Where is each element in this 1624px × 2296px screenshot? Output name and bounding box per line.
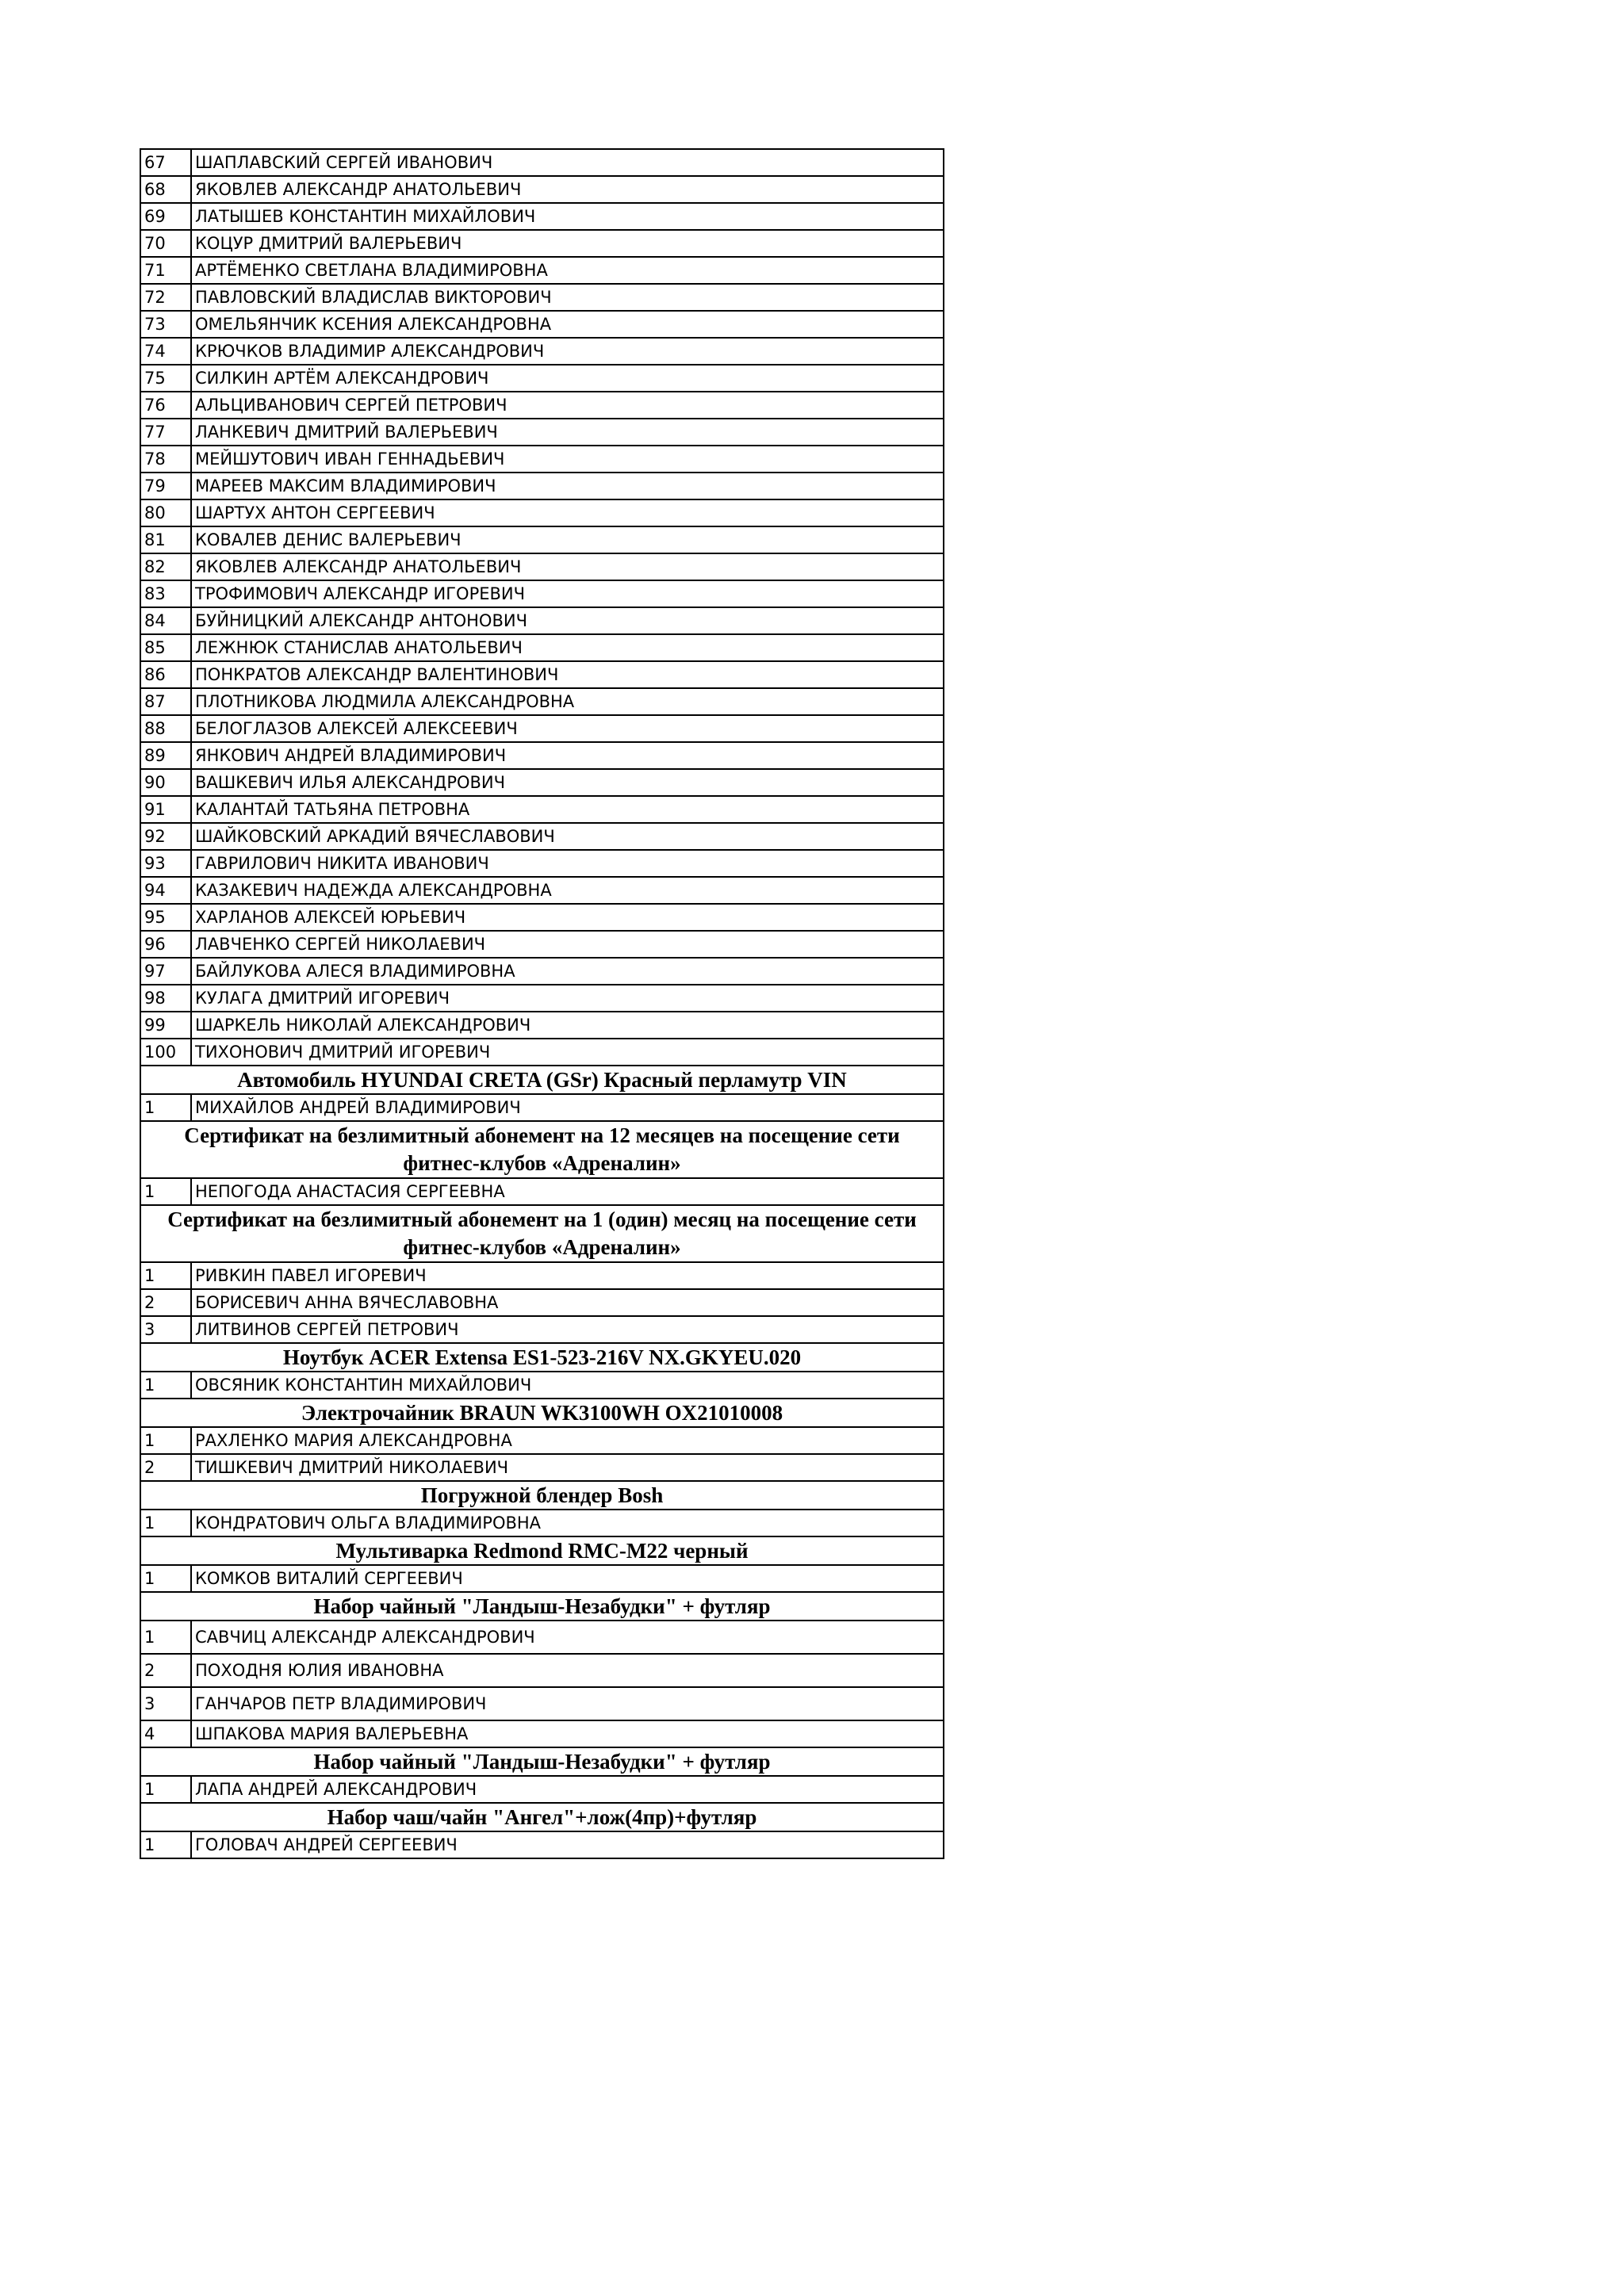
table-row: [140, 1316, 944, 1343]
prize-title: Набор чайный "Ландыш-Незабудки" + футляр: [140, 1592, 944, 1621]
table-row: [140, 985, 944, 1012]
row-number: 88: [140, 715, 191, 742]
row-number: 75: [140, 365, 191, 392]
table-row: [140, 1289, 944, 1316]
table-row: [140, 931, 944, 958]
table-row: [140, 769, 944, 796]
winner-name: КАЛАНТАЙ ТАТЬЯНА ПЕТРОВНА: [191, 796, 944, 823]
row-number: 70: [140, 230, 191, 257]
table-row: [140, 1510, 944, 1536]
row-number: 1: [140, 1178, 191, 1205]
table-row: [140, 473, 944, 499]
row-number: 3: [140, 1316, 191, 1343]
row-number: 73: [140, 311, 191, 338]
winner-name: ЛАВЧЕНКО СЕРГЕЙ НИКОЛАЕВИЧ: [191, 931, 944, 958]
winner-name: ХАРЛАНОВ АЛЕКСЕЙ ЮРЬЕВИЧ: [191, 904, 944, 931]
table-row: [140, 823, 944, 850]
winner-name: ШАПЛАВСКИЙ СЕРГЕЙ ИВАНОВИЧ: [191, 149, 944, 176]
table-row: [140, 1454, 944, 1481]
winner-name: РАХЛЕНКО МАРИЯ АЛЕКСАНДРОВНА: [191, 1427, 944, 1454]
winner-name: ЛЕЖНЮК СТАНИСЛАВ АНАТОЛЬЕВИЧ: [191, 634, 944, 661]
row-number: 86: [140, 661, 191, 688]
winner-name: КОВАЛЕВ ДЕНИС ВАЛЕРЬЕВИЧ: [191, 526, 944, 553]
row-number: 99: [140, 1012, 191, 1039]
row-number: 74: [140, 338, 191, 365]
prize-header-row: [140, 1747, 944, 1776]
prize-title: Мультиварка Redmond RMC-M22 черный: [140, 1536, 944, 1565]
table-row: [140, 904, 944, 931]
row-number: 2: [140, 1289, 191, 1316]
table-row: [140, 338, 944, 365]
row-number: 97: [140, 958, 191, 985]
table-row: [140, 1372, 944, 1399]
winner-name: АЛЬЦИВАНОВИЧ СЕРГЕЙ ПЕТРОВИЧ: [191, 392, 944, 419]
prize-header-row: [140, 1592, 944, 1621]
winner-name: НЕПОГОДА АНАСТАСИЯ СЕРГЕЕВНА: [191, 1178, 944, 1205]
winner-name: БЕЛОГЛАЗОВ АЛЕКСЕЙ АЛЕКСЕЕВИЧ: [191, 715, 944, 742]
winner-name: ШАРКЕЛЬ НИКОЛАЙ АЛЕКСАНДРОВИЧ: [191, 1012, 944, 1039]
winner-name: РИВКИН ПАВЕЛ ИГОРЕВИЧ: [191, 1262, 944, 1289]
table-row: [140, 1427, 944, 1454]
winner-name: КОМКОВ ВИТАЛИЙ СЕРГЕЕВИЧ: [191, 1565, 944, 1592]
table-row: [140, 715, 944, 742]
row-number: 1: [140, 1510, 191, 1536]
table-row: [140, 850, 944, 877]
table-row: [140, 1720, 944, 1747]
winner-name: МАРЕЕВ МАКСИМ ВЛАДИМИРОВИЧ: [191, 473, 944, 499]
winner-name: ЯНКОВИЧ АНДРЕЙ ВЛАДИМИРОВИЧ: [191, 742, 944, 769]
winner-name: ШАЙКОВСКИЙ АРКАДИЙ ВЯЧЕСЛАВОВИЧ: [191, 823, 944, 850]
prize-header-row: [140, 1066, 944, 1094]
winner-name: ТИШКЕВИЧ ДМИТРИЙ НИКОЛАЕВИЧ: [191, 1454, 944, 1481]
winner-name: БАЙЛУКОВА АЛЕСЯ ВЛАДИМИРОВНА: [191, 958, 944, 985]
table-row: [140, 1178, 944, 1205]
row-number: 91: [140, 796, 191, 823]
winner-name: ВАШКЕВИЧ ИЛЬЯ АЛЕКСАНДРОВИЧ: [191, 769, 944, 796]
row-number: 93: [140, 850, 191, 877]
table-row: [140, 1012, 944, 1039]
row-number: 82: [140, 553, 191, 580]
winner-name: КУЛАГА ДМИТРИЙ ИГОРЕВИЧ: [191, 985, 944, 1012]
prize-header-row: [140, 1121, 944, 1178]
row-number: 78: [140, 446, 191, 473]
winner-name: ЛАПА АНДРЕЙ АЛЕКСАНДРОВИЧ: [191, 1776, 944, 1803]
table-row: [140, 958, 944, 985]
table-row: [140, 526, 944, 553]
row-number: 76: [140, 392, 191, 419]
winner-name: ЯКОВЛЕВ АЛЕКСАНДР АНАТОЛЬЕВИЧ: [191, 553, 944, 580]
row-number: 92: [140, 823, 191, 850]
winner-name: ПОНКРАТОВ АЛЕКСАНДР ВАЛЕНТИНОВИЧ: [191, 661, 944, 688]
table-row: [140, 176, 944, 203]
row-number: 71: [140, 257, 191, 284]
table-row: [140, 553, 944, 580]
table-row: [140, 1039, 944, 1066]
table-row: [140, 1094, 944, 1121]
row-number: 1: [140, 1565, 191, 1592]
table-row: [140, 661, 944, 688]
winners-table: [140, 148, 944, 1859]
winner-name: ЛИТВИНОВ СЕРГЕЙ ПЕТРОВИЧ: [191, 1316, 944, 1343]
winner-name: ТИХОНОВИЧ ДМИТРИЙ ИГОРЕВИЧ: [191, 1039, 944, 1066]
table-row: [140, 365, 944, 392]
row-number: 3: [140, 1687, 191, 1720]
row-number: 69: [140, 203, 191, 230]
row-number: 72: [140, 284, 191, 311]
prize-title: Набор чаш/чайн "Ангел"+лож(4пр)+футляр: [140, 1803, 944, 1831]
winner-name: ШПАКОВА МАРИЯ ВАЛЕРЬЕВНА: [191, 1720, 944, 1747]
winner-name: САВЧИЦ АЛЕКСАНДР АЛЕКСАНДРОВИЧ: [191, 1621, 944, 1654]
winner-name: ШАРТУХ АНТОН СЕРГЕЕВИЧ: [191, 499, 944, 526]
table-row: [140, 149, 944, 176]
winner-name: ПОХОДНЯ ЮЛИЯ ИВАНОВНА: [191, 1654, 944, 1687]
row-number: 1: [140, 1621, 191, 1654]
row-number: 95: [140, 904, 191, 931]
row-number: 100: [140, 1039, 191, 1066]
prize-header-row: [140, 1205, 944, 1262]
prize-title: Автомобиль HYUNDAI CRETA (GSr) Красный перламутр VIN: [140, 1066, 944, 1094]
row-number: 77: [140, 419, 191, 446]
table-row: [140, 203, 944, 230]
table-row: [140, 1262, 944, 1289]
table-row: [140, 446, 944, 473]
winner-name: КОНДРАТОВИЧ ОЛЬГА ВЛАДИМИРОВНА: [191, 1510, 944, 1536]
row-number: 4: [140, 1720, 191, 1747]
table-row: [140, 580, 944, 607]
prize-header-row: [140, 1803, 944, 1831]
prize-header-row: [140, 1536, 944, 1565]
table-row: [140, 688, 944, 715]
row-number: 2: [140, 1654, 191, 1687]
table-row: [140, 607, 944, 634]
row-number: 80: [140, 499, 191, 526]
winner-name: КОЦУР ДМИТРИЙ ВАЛЕРЬЕВИЧ: [191, 230, 944, 257]
prize-header-row: [140, 1481, 944, 1510]
row-number: 90: [140, 769, 191, 796]
winner-name: ПЛОТНИКОВА ЛЮДМИЛА АЛЕКСАНДРОВНА: [191, 688, 944, 715]
prize-title: Ноутбук ACER Extensa ES1-523-216V NX.GKYEU.020: [140, 1343, 944, 1372]
row-number: 1: [140, 1427, 191, 1454]
winner-name: ОВСЯНИК КОНСТАНТИН МИХАЙЛОВИЧ: [191, 1372, 944, 1399]
prize-header-row: [140, 1399, 944, 1427]
row-number: 98: [140, 985, 191, 1012]
winner-name: БОРИСЕВИЧ АННА ВЯЧЕСЛАВОВНА: [191, 1289, 944, 1316]
table-row: [140, 1654, 944, 1687]
winner-name: ГАНЧАРОВ ПЕТР ВЛАДИМИРОВИЧ: [191, 1687, 944, 1720]
winner-name: АРТЁМЕНКО СВЕТЛАНА ВЛАДИМИРОВНА: [191, 257, 944, 284]
winner-name: ГОЛОВАЧ АНДРЕЙ СЕРГЕЕВИЧ: [191, 1831, 944, 1858]
prize-title: Сертификат на безлимитный абонемент на 1 (один) месяц на посещение сети фитнес-клубов «Адреналин»: [140, 1205, 944, 1262]
table-row: [140, 230, 944, 257]
table-row: [140, 796, 944, 823]
row-number: 94: [140, 877, 191, 904]
row-number: 1: [140, 1262, 191, 1289]
table-row: [140, 877, 944, 904]
table-row: [140, 499, 944, 526]
prize-header-row: [140, 1343, 944, 1372]
table-row: [140, 392, 944, 419]
table-row: [140, 1687, 944, 1720]
prize-title: Набор чайный "Ландыш-Незабудки" + футляр: [140, 1747, 944, 1776]
row-number: 68: [140, 176, 191, 203]
prize-title: Сертификат на безлимитный абонемент на 12 месяцев на посещение сети фитнес-клубов «Адреналин»: [140, 1121, 944, 1178]
prize-title: Погружной блендер Bosh: [140, 1481, 944, 1510]
winner-name: ПАВЛОВСКИЙ ВЛАДИСЛАВ ВИКТОРОВИЧ: [191, 284, 944, 311]
winner-name: БУЙНИЦКИЙ АЛЕКСАНДР АНТОНОВИЧ: [191, 607, 944, 634]
row-number: 1: [140, 1094, 191, 1121]
table-row: [140, 742, 944, 769]
table-row: [140, 257, 944, 284]
row-number: 89: [140, 742, 191, 769]
winner-name: КАЗАКЕВИЧ НАДЕЖДА АЛЕКСАНДРОВНА: [191, 877, 944, 904]
row-number: 84: [140, 607, 191, 634]
prize-title: Электрочайник BRAUN WK3100WH OX21010008: [140, 1399, 944, 1427]
table-row: [140, 284, 944, 311]
table-row: [140, 1831, 944, 1858]
winner-name: СИЛКИН АРТЁМ АЛЕКСАНДРОВИЧ: [191, 365, 944, 392]
table-row: [140, 634, 944, 661]
table-row: [140, 311, 944, 338]
table-row: [140, 419, 944, 446]
row-number: 87: [140, 688, 191, 715]
row-number: 1: [140, 1372, 191, 1399]
winner-name: МИХАЙЛОВ АНДРЕЙ ВЛАДИМИРОВИЧ: [191, 1094, 944, 1121]
winner-name: ТРОФИМОВИЧ АЛЕКСАНДР ИГОРЕВИЧ: [191, 580, 944, 607]
row-number: 83: [140, 580, 191, 607]
winner-name: ОМЕЛЬЯНЧИК КСЕНИЯ АЛЕКСАНДРОВНА: [191, 311, 944, 338]
winner-name: ЯКОВЛЕВ АЛЕКСАНДР АНАТОЛЬЕВИЧ: [191, 176, 944, 203]
winner-name: ЛАТЫШЕВ КОНСТАНТИН МИХАЙЛОВИЧ: [191, 203, 944, 230]
table-row: [140, 1621, 944, 1654]
row-number: 67: [140, 149, 191, 176]
row-number: 85: [140, 634, 191, 661]
winner-name: ГАВРИЛОВИЧ НИКИТА ИВАНОВИЧ: [191, 850, 944, 877]
winner-name: МЕЙШУТОВИЧ ИВАН ГЕННАДЬЕВИЧ: [191, 446, 944, 473]
winners-table-body: [140, 149, 944, 1858]
row-number: 1: [140, 1776, 191, 1803]
winner-name: ЛАНКЕВИЧ ДМИТРИЙ ВАЛЕРЬЕВИЧ: [191, 419, 944, 446]
row-number: 2: [140, 1454, 191, 1481]
table-row: [140, 1776, 944, 1803]
row-number: 81: [140, 526, 191, 553]
winner-name: КРЮЧКОВ ВЛАДИМИР АЛЕКСАНДРОВИЧ: [191, 338, 944, 365]
row-number: 96: [140, 931, 191, 958]
row-number: 1: [140, 1831, 191, 1858]
table-row: [140, 1565, 944, 1592]
row-number: 79: [140, 473, 191, 499]
